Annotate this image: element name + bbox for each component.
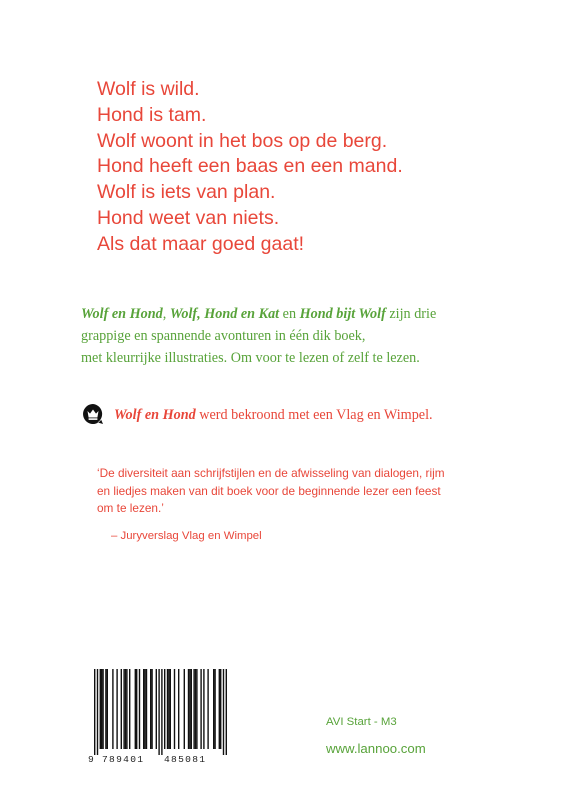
barcode-bars bbox=[86, 667, 228, 755]
barcode-bar bbox=[188, 669, 189, 749]
poem-line: Wolf is iets van plan. bbox=[97, 181, 276, 204]
barcode-bar bbox=[168, 669, 169, 749]
poem-line: Hond is tam. bbox=[97, 103, 207, 126]
poem-line: Hond weet van niets. bbox=[97, 206, 280, 229]
book-title: Hond bijt Wolf bbox=[299, 306, 386, 322]
barcode-bar bbox=[189, 669, 190, 749]
barcode-bar bbox=[158, 669, 159, 755]
barcode-bar bbox=[191, 669, 192, 749]
publisher-website[interactable]: www.lannoo.com bbox=[326, 741, 426, 756]
barcode-bar bbox=[125, 669, 126, 749]
blurb-separator: en bbox=[279, 306, 300, 322]
barcode-bar bbox=[220, 669, 221, 749]
blurb bbox=[81, 303, 501, 369]
barcode-bar bbox=[226, 669, 227, 755]
barcode-bar bbox=[156, 669, 157, 749]
barcode-bar bbox=[126, 669, 127, 749]
barcode-bar bbox=[196, 669, 197, 749]
barcode-bar bbox=[112, 669, 113, 749]
barcode-bar bbox=[203, 669, 204, 749]
barcode-bar bbox=[121, 669, 122, 749]
barcode-bar bbox=[102, 669, 103, 749]
isbn-first-digit: 9 bbox=[88, 754, 94, 765]
blurb-line-3: met kleurrijke illustraties. Om voor te lezen of zelf te lezen. bbox=[81, 350, 420, 366]
barcode-bar bbox=[178, 669, 179, 749]
barcode-bar bbox=[105, 669, 106, 749]
poem-line: Wolf woont in het bos op de berg. bbox=[97, 129, 388, 152]
book-title: Wolf en Hond bbox=[81, 306, 163, 322]
barcode-bar bbox=[184, 669, 185, 749]
award-text bbox=[114, 406, 433, 424]
quote-line: en liedjes maken van dit boek voor de beginnende lezer een feest bbox=[97, 483, 441, 498]
barcode-bar bbox=[146, 669, 147, 749]
isbn-right-digits: 485081 bbox=[164, 754, 207, 765]
barcode bbox=[86, 667, 228, 769]
poem bbox=[97, 77, 403, 258]
barcode-bar bbox=[223, 669, 224, 755]
barcode-bar bbox=[214, 669, 215, 749]
barcode-bar bbox=[144, 669, 145, 749]
barcode-bar bbox=[219, 669, 220, 749]
barcode-bar bbox=[167, 669, 168, 749]
barcode-bar bbox=[200, 669, 201, 749]
barcode-bar bbox=[213, 669, 214, 749]
barcode-bar bbox=[136, 669, 137, 749]
book-title: Wolf, Hond en Kat bbox=[169, 306, 280, 322]
barcode-bar bbox=[151, 669, 152, 749]
barcode-bar bbox=[207, 669, 208, 749]
barcode-bar bbox=[164, 669, 165, 749]
quote-line: om te lezen.’ bbox=[97, 501, 164, 516]
barcode-bar bbox=[150, 669, 151, 749]
barcode-bar bbox=[139, 669, 140, 749]
barcode-bar bbox=[129, 669, 130, 749]
barcode-bar bbox=[123, 669, 124, 749]
isbn-left-digits: 789401 bbox=[102, 754, 145, 765]
barcode-bar bbox=[101, 669, 102, 749]
blurb-separator: , bbox=[162, 306, 170, 322]
barcode-bar bbox=[100, 669, 101, 749]
award-description: werd bekroond met een Vlag en Wimpel. bbox=[195, 407, 433, 423]
jury-quote bbox=[97, 465, 517, 518]
poem-line: Als dat maar goed gaat! bbox=[97, 232, 305, 255]
book-title: Wolf en Hond bbox=[114, 407, 196, 423]
barcode-bar bbox=[94, 669, 95, 755]
barcode-bar bbox=[97, 669, 98, 755]
poem-line: Wolf is wild. bbox=[97, 78, 200, 100]
barcode-bar bbox=[135, 669, 136, 749]
barcode-bar bbox=[170, 669, 171, 749]
barcode-bar bbox=[195, 669, 196, 749]
blurb-line-2: grappige en spannende avonturen in één dik boek, bbox=[81, 328, 366, 344]
quote-line: ‘De diversiteit aan schrijfstijlen en de afwisseling van dialogen, rijm bbox=[97, 466, 445, 480]
crown-speech-bubble-icon bbox=[82, 403, 104, 425]
barcode-bar bbox=[193, 669, 194, 749]
blurb-text: zijn drie bbox=[385, 306, 437, 322]
barcode-bar bbox=[161, 669, 162, 755]
quote-attribution: – Juryverslag Vlag en Wimpel bbox=[111, 530, 262, 542]
barcode-bar bbox=[116, 669, 117, 749]
avi-level: AVI Start - M3 bbox=[326, 716, 397, 728]
barcode-bar bbox=[174, 669, 175, 749]
poem-line: Hond heeft een baas en een mand. bbox=[97, 155, 403, 178]
blurb-line-1 bbox=[81, 303, 501, 325]
barcode-bar bbox=[107, 669, 108, 749]
barcode-bar bbox=[143, 669, 144, 749]
